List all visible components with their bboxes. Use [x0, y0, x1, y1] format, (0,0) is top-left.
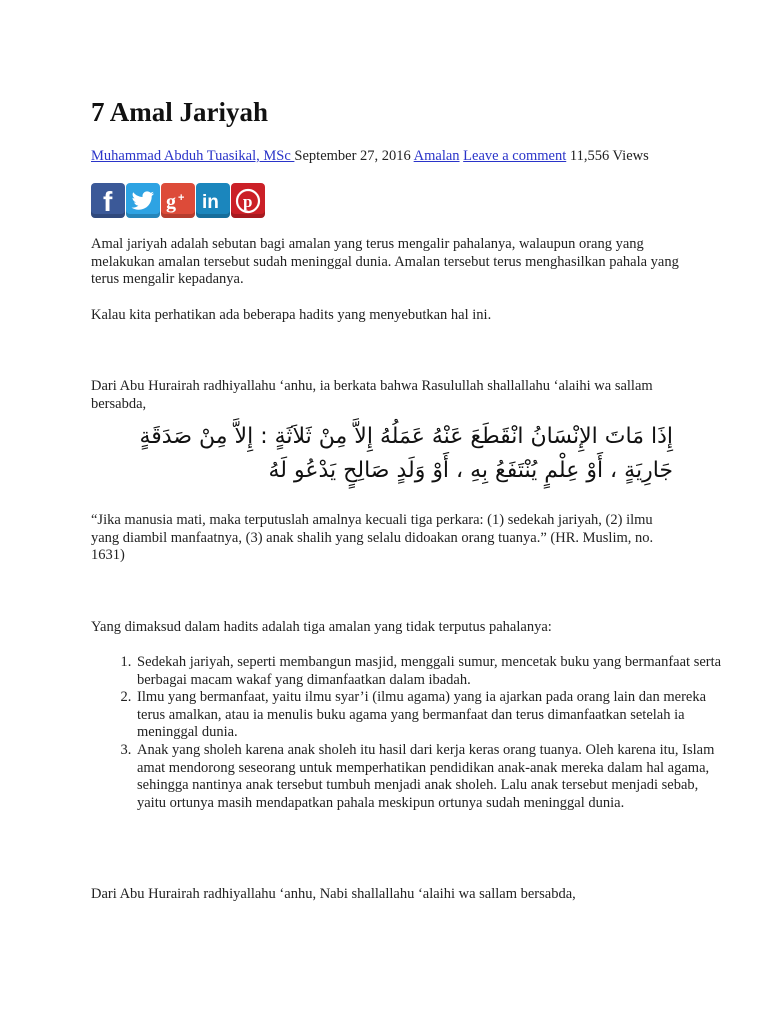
- view-count: 11,556 Views: [566, 148, 649, 164]
- linkedin-share-button[interactable]: [196, 183, 230, 218]
- page-title: 7 Amal Jariyah: [91, 97, 269, 127]
- svg-text:in: in: [202, 191, 219, 212]
- leave-comment-link[interactable]: Leave a comment: [463, 148, 567, 164]
- narration-paragraph: Dari Abu Hurairah radhiyallahu ‘anhu, ia berkata bahwa Rasulullah shallallahu ‘alaihi wa sallam bersabda,: [91, 378, 653, 412]
- svg-text:f: f: [103, 187, 113, 214]
- narration-paragraph-2: Dari Abu Hurairah radhiyallahu ‘anhu, Nabi shallallahu ‘alaihi wa sallam bersabda,: [91, 886, 576, 902]
- intro-paragraph: Amal jariyah adalah sebutan bagi amalan yang terus mengalir pahalanya, walaupun orang yang melakukan amalan tersebut sudah meninggal dunia. Amalan tersebut terus menghasilkan pahala yang terus mengalir kepadanya.: [91, 236, 679, 288]
- svg-text:p: p: [243, 191, 253, 211]
- amal-jariyah-list: [91, 654, 725, 812]
- author-link[interactable]: Muhammad Abduh Tuasikal, MSc: [91, 148, 295, 164]
- arabic-hadith-text: إِذَا مَاتَ الإِنْسَانُ انْقَطَعَ عَنْهُ عَمَلُهُ إِلاَّ مِنْ ثَلاَثَةٍ : إِلاَّ مِنْ صَدَقَةٍ جَارِيَةٍ ، أَوْ عِلْمٍ يُنْتَفَعُ بِهِ ، أَوْ وَلَدٍ صَالِحٍ يَدْعُو لَهُ: [139, 424, 673, 483]
- list-item: 1. Sedekah jariyah, seperti membangun masjid, menggali sumur, mencetak buku yang bermanfaat serta berbagai macam wakaf yang dimanfaatkan dalam ibadah.: [135, 654, 725, 689]
- twitter-icon: [131, 191, 155, 211]
- facebook-icon: [97, 188, 119, 214]
- list-item: 2. Ilmu yang bermanfaat, yaitu ilmu syar’i (ilmu agama) yang ia ajarkan pada orang lain dan mereka terus amalkan, atau ia menulis buku agama yang bermanfaat dan terus dimanfaatkan setelah ia meninggal dunia.: [135, 689, 725, 742]
- google-plus-icon: [165, 189, 191, 213]
- post-date: September 27, 2016: [294, 148, 414, 164]
- post-meta: [91, 146, 711, 166]
- share-buttons: [91, 183, 265, 218]
- pinterest-icon: [235, 188, 261, 214]
- category-link[interactable]: Amalan: [413, 148, 460, 164]
- svg-text:g: g: [166, 190, 176, 213]
- pinterest-share-button[interactable]: [231, 183, 265, 218]
- explanation-paragraph: Yang dimaksud dalam hadits adalah tiga amalan yang tidak terputus pahalanya:: [91, 619, 552, 635]
- list-item: 3. Anak yang sholeh karena anak sholeh itu hasil dari kerja keras orang tuanya. Oleh karena itu, Islam amat mendorong seseorang untuk memperhatikan pendidikan anak-anak mereka dalam hal agama, sehingga nantinya anak tersebut tumbuh menjadi anak sholeh. Lalu anak tersebut menjadi sebab, yaitu ortunya masih mendapatkan pahala meskipun ortunya sudah meninggal dunia.: [135, 742, 725, 812]
- twitter-share-button[interactable]: [126, 183, 160, 218]
- hadith-mention-paragraph: Kalau kita perhatikan ada beberapa hadits yang menyebutkan hal ini.: [91, 307, 492, 323]
- hadith-translation: “Jika manusia mati, maka terputuslah amalnya kecuali tiga perkara: (1) sedekah jariyah, (2) ilmu yang diambil manfaatnya, (3) anak shalih yang selalu didoakan orang tuanya.” (HR. Muslim, no. 1631): [91, 512, 654, 564]
- svg-text:+: +: [178, 191, 185, 204]
- google-plus-share-button[interactable]: [161, 183, 195, 218]
- facebook-share-button[interactable]: [91, 183, 125, 218]
- linkedin-icon: [200, 190, 226, 212]
